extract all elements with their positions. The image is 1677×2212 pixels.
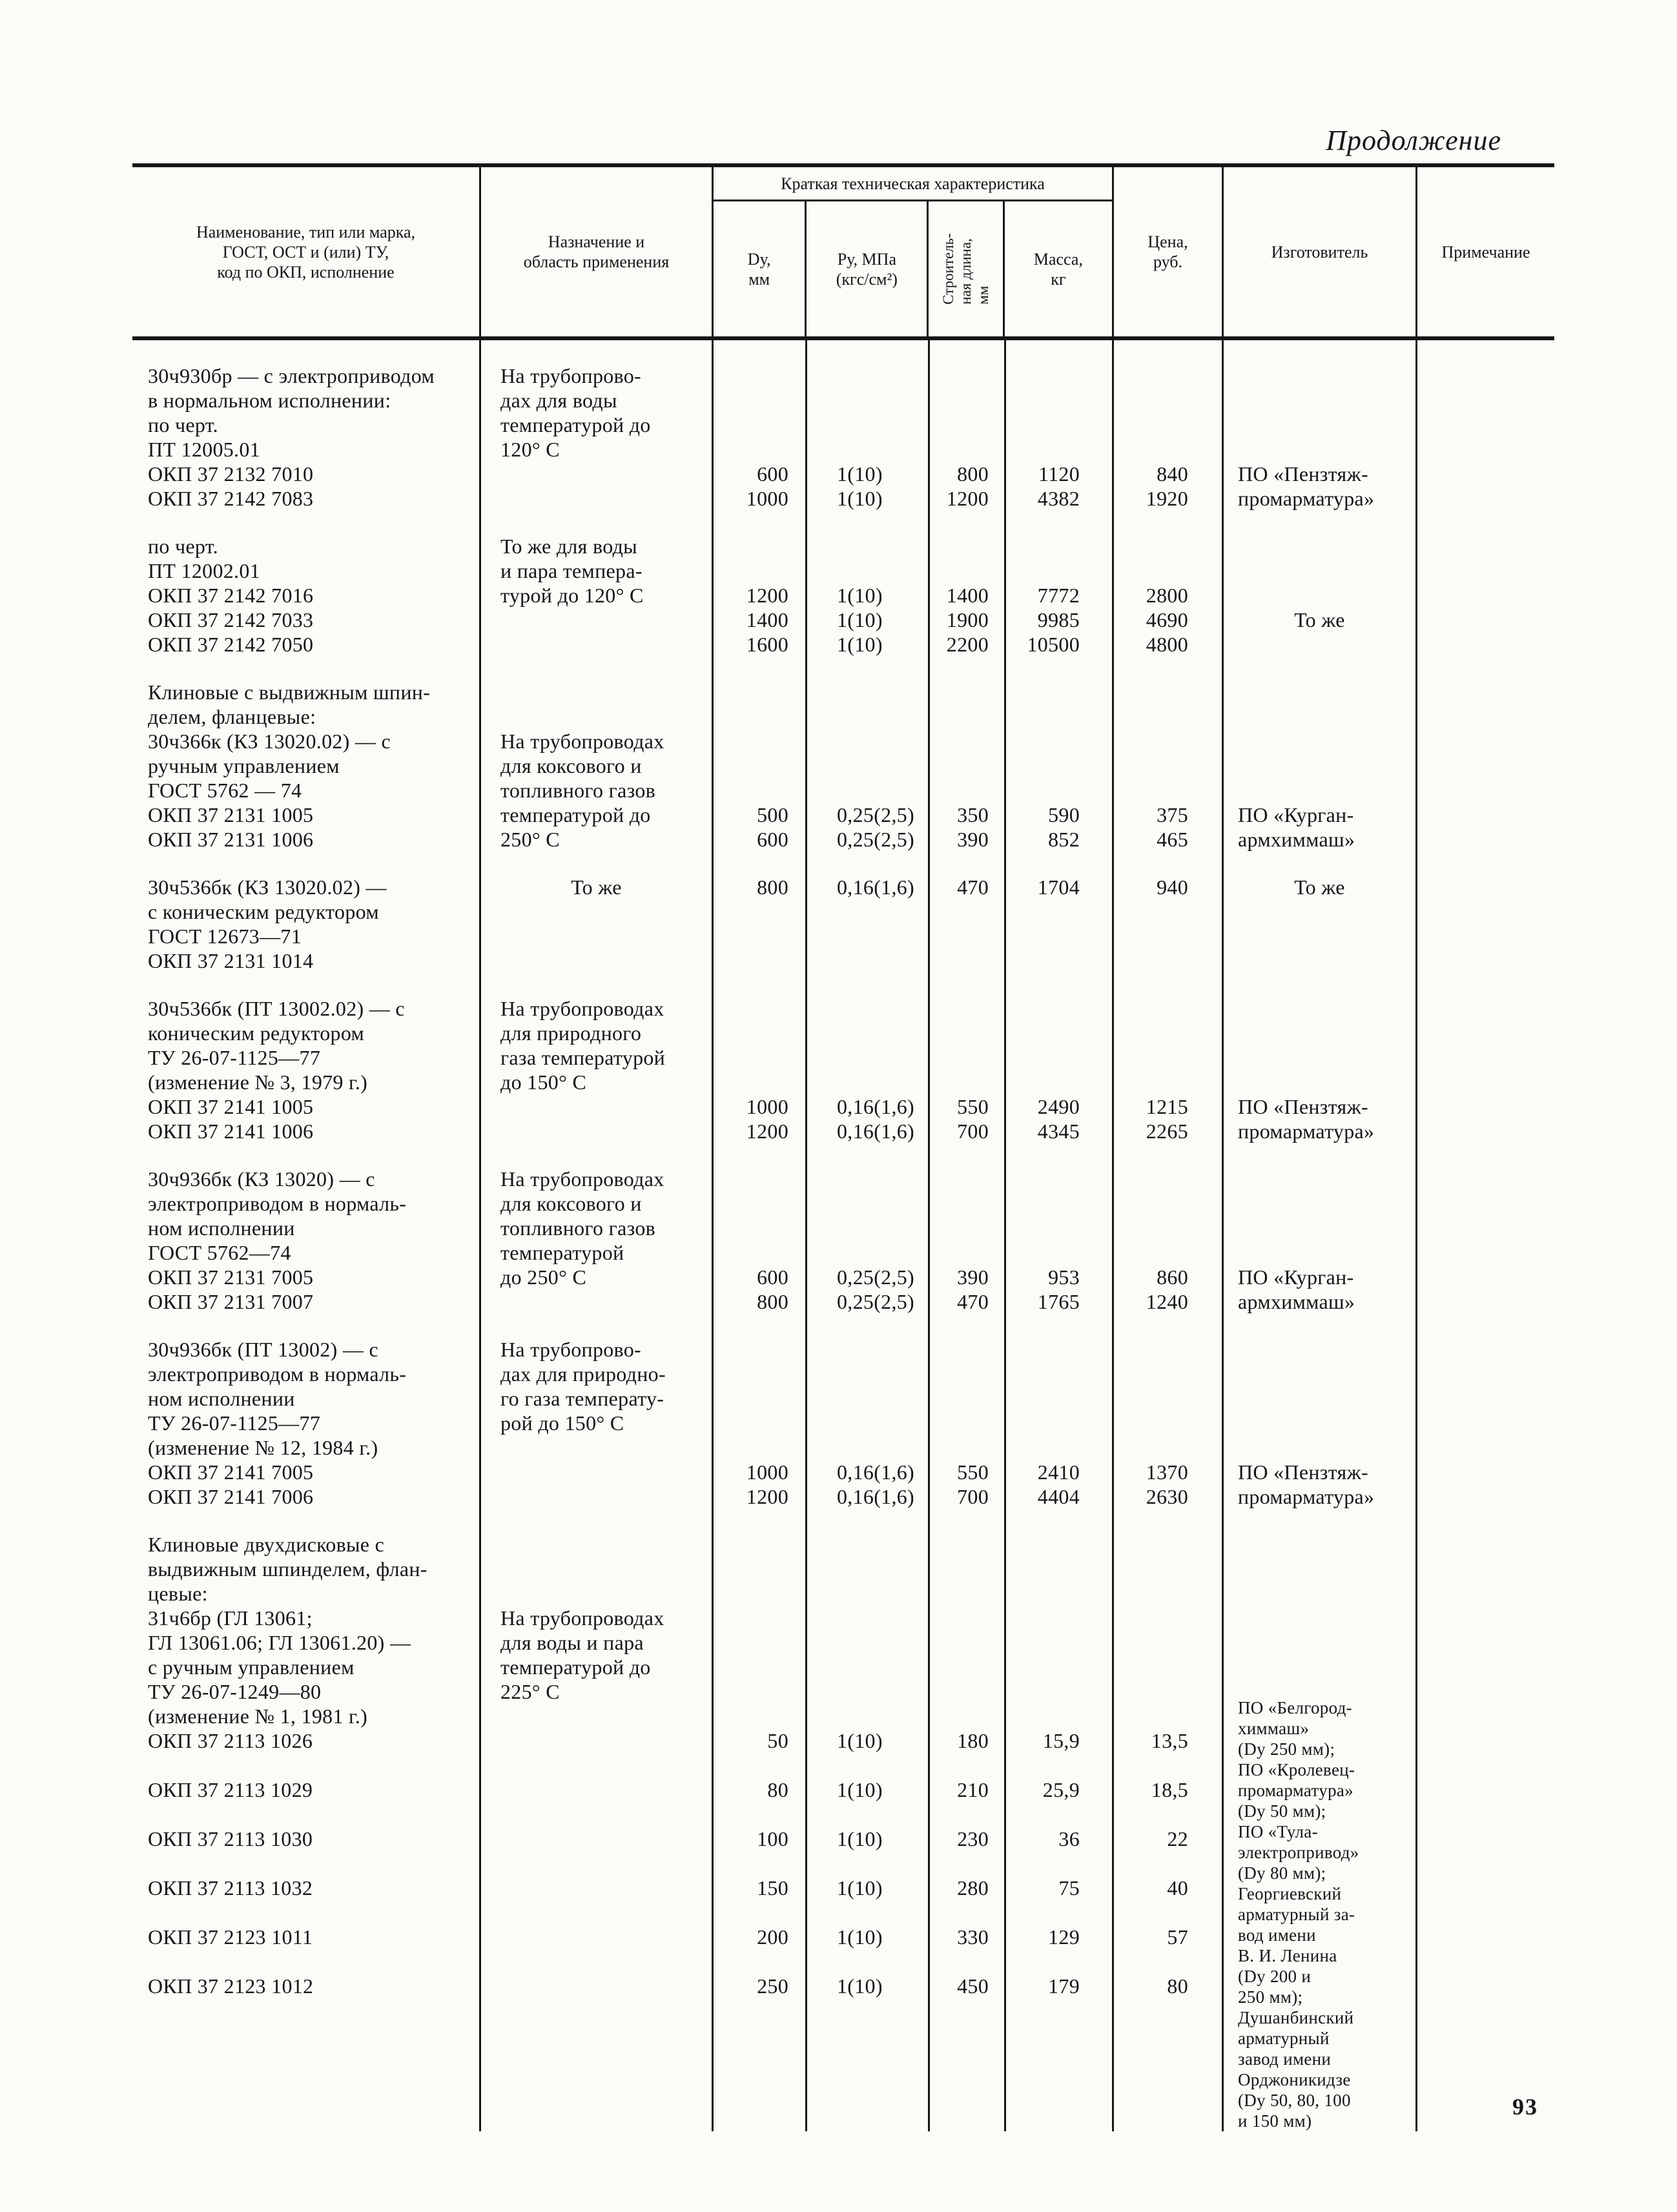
cell-purpose: На трубопроводах для воды и пара температурой до 225° С (481, 1509, 714, 2131)
table-row (132, 852, 1554, 973)
cell-mass: 953 1765 (1006, 1143, 1114, 1314)
header-mass: Масса, кг (1033, 249, 1083, 289)
cell-build-length: 550 700 (930, 973, 1006, 1143)
header-maker-label: Изготовитель (1271, 242, 1368, 261)
header-maker (1224, 167, 1417, 336)
cell-maker: ПО «Пензтяж- промарматура» (1224, 1314, 1417, 1509)
header-note (1417, 167, 1554, 336)
cell-py: 1(10) 1(10) 1(10) (807, 511, 930, 657)
cell-purpose: То же (481, 852, 714, 973)
cell-name: 30ч930бр — с электроприводом в нормальном исполнении: по черт. ПТ 12005.01 ОКП 37 2132 7010 ОКП 37 2142 7083 (132, 340, 481, 511)
cell-py: 0,25(2,5) 0,25(2,5) (807, 1143, 930, 1314)
header-note-label: Примечание (1441, 242, 1530, 261)
cell-dy: 600 1000 (714, 340, 807, 511)
table-row (132, 1314, 1554, 1509)
cell-purpose: На трубопроводах для коксового и топливного газов температурой до 250° С (481, 1143, 714, 1314)
header-tech-span: Краткая техническая характеристика (714, 167, 1112, 201)
header-py: Pу, МПа (кгс/см²) (807, 201, 929, 336)
cell-maker: ПО «Курган- армхиммаш» (1224, 657, 1417, 852)
catalog-table (132, 163, 1554, 2131)
cell-note (1417, 340, 1554, 511)
cell-maker: ПО «Пензтяж- промарматура» (1224, 973, 1417, 1143)
table-body (132, 340, 1554, 2131)
cell-price: 13,5 18,5 22 40 57 80 (1114, 1509, 1224, 2131)
cell-name: Клиновые двухдисковые с выдвижным шпинделем, флан- цевые: 31ч6бр (ГЛ 13061; ГЛ 13061.06; ГЛ 13061.20) — с ручным управлением ТУ 26-07-1249—80 (изменение № 1, 1981 г.) ОКП 37 2113 1026 ОКП 37 2113 1029 ОКП 37 2113 1030 ОКП 37 2113 1032 ОКП 37 2123 1011 ОКП 37 2123 1012 (132, 1509, 481, 2131)
cell-note (1417, 852, 1554, 973)
header-build-length (929, 201, 1004, 336)
cell-price: 940 (1114, 852, 1224, 973)
cell-note (1417, 1314, 1554, 1509)
cell-price: 1215 2265 (1114, 973, 1224, 1143)
cell-note (1417, 511, 1554, 657)
table-row (132, 1143, 1554, 1314)
cell-py: 0,16(1,6) (807, 852, 930, 973)
cell-py: 1(10) 1(10) (807, 340, 930, 511)
cell-purpose: На трубопроводах для коксового и топливного газов температурой до 250° С (481, 657, 714, 852)
cell-build-length: 1400 1900 2200 (930, 511, 1006, 657)
cell-dy: 1200 1400 1600 (714, 511, 807, 657)
cell-note (1417, 1509, 1554, 2131)
cell-name: 30ч536бк (ПТ 13002.02) — с коническим редуктором ТУ 26-07-1125—77 (изменение № 3, 1979 г.) ОКП 37 2141 1005 ОКП 37 2141 1006 (132, 973, 481, 1143)
table-header (132, 163, 1554, 340)
cell-note (1417, 1143, 1554, 1314)
cell-purpose: То же для воды и пара темпера- турой до 120° С (481, 511, 714, 657)
cell-mass: 7772 9985 10500 (1006, 511, 1114, 657)
cell-maker: ПО «Пензтяж- промарматура» (1224, 340, 1417, 511)
cell-dy: 500 600 (714, 657, 807, 852)
cell-price: 2800 4690 4800 (1114, 511, 1224, 657)
cell-purpose: На трубопроводах для природного газа температурой до 150° С (481, 973, 714, 1143)
table-row (132, 657, 1554, 852)
cell-name: Клиновые с выдвижным шпин- делем, фланцевые: 30ч366к (КЗ 13020.02) — с ручным управлением ГОСТ 5762 — 74 ОКП 37 2131 1005 ОКП 37 2131 1006 (132, 657, 481, 852)
cell-dy: 1000 1200 (714, 973, 807, 1143)
cell-note (1417, 657, 1554, 852)
cell-build-length: 800 1200 (930, 340, 1006, 511)
cell-mass: 2490 4345 (1006, 973, 1114, 1143)
cell-maker: ПО «Белгород- химмаш» (Dу 250 мм); ПО «Кролевец- промарматура» (Dу 50 мм); ПО «Тула- электропривод» (Dу 80 мм); Георгиевский арматурный за- вод имени В. И. Ленина (Dу 200 и 250 мм); Душанбинский арматурный завод имени Орджоникидзе (Dу 50, 80, 100 и 150 мм) (1224, 1509, 1417, 2131)
cell-name: 30ч936бк (ПТ 13002) — с электроприводом в нормаль- ном исполнении ТУ 26-07-1125—77 (изменение № 12, 1984 г.) ОКП 37 2141 7005 ОКП 37 2141 7006 (132, 1314, 481, 1509)
cell-name: 30ч536бк (КЗ 13020.02) — с коническим редуктором ГОСТ 12673—71 ОКП 37 2131 1014 (132, 852, 481, 973)
cell-build-length: 470 (930, 852, 1006, 973)
header-price: Цена, руб. (1114, 167, 1224, 336)
continuation-label: Продолжение (1326, 125, 1501, 156)
header-dy: Dу, мм (714, 201, 807, 336)
header-tech-group (714, 167, 1114, 336)
cell-mass: 2410 4404 (1006, 1314, 1114, 1509)
header-build-length-rotated: Строитель- ная длина, мм (940, 233, 992, 305)
cell-build-length: 550 700 (930, 1314, 1006, 1509)
cell-purpose: На трубопрово- дах для природно- го газа температу- рой до 150° С (481, 1314, 714, 1509)
cell-mass: 590 852 (1006, 657, 1114, 852)
table-row (132, 511, 1554, 657)
cell-dy: 600 800 (714, 1143, 807, 1314)
cell-price: 860 1240 (1114, 1143, 1224, 1314)
cell-mass: 1120 4382 (1006, 340, 1114, 511)
cell-name: по черт. ПТ 12002.01 ОКП 37 2142 7016 ОКП 37 2142 7033 ОКП 37 2142 7050 (132, 511, 481, 657)
cell-note (1417, 973, 1554, 1143)
cell-dy: 800 (714, 852, 807, 973)
cell-py: 0,25(2,5) 0,25(2,5) (807, 657, 930, 852)
header-purpose: Назначение и область применения (481, 167, 714, 336)
table-row (132, 340, 1554, 511)
cell-dy: 50 80 100 150 200 250 (714, 1509, 807, 2131)
cell-py: 1(10) 1(10) 1(10) 1(10) 1(10) 1(10) (807, 1509, 930, 2131)
table-row (132, 973, 1554, 1143)
cell-py: 0,16(1,6) 0,16(1,6) (807, 973, 930, 1143)
cell-build-length: 180 210 230 280 330 450 (930, 1509, 1006, 2131)
cell-dy: 1000 1200 (714, 1314, 807, 1509)
cell-maker: То же (1224, 852, 1417, 973)
cell-maker: ПО «Курган- армхиммаш» (1224, 1143, 1417, 1314)
cell-name: 30ч936бк (КЗ 13020) — с электроприводом в нормаль- ном исполнении ГОСТ 5762—74 ОКП 37 2131 7005 ОКП 37 2131 7007 (132, 1143, 481, 1314)
table-row (132, 1509, 1554, 2131)
cell-purpose: На трубопрово- дах для воды температурой до 120° С (481, 340, 714, 511)
cell-py: 0,16(1,6) 0,16(1,6) (807, 1314, 930, 1509)
cell-mass: 1704 (1006, 852, 1114, 973)
header-name: Наименование, тип или марка, ГОСТ, ОСТ и (или) ТУ, код по ОКП, исполнение (132, 167, 481, 336)
cell-price: 375 465 (1114, 657, 1224, 852)
cell-build-length: 350 390 (930, 657, 1006, 852)
cell-maker: То же (1224, 511, 1417, 657)
page-number: 93 (1512, 2094, 1538, 2120)
cell-price: 1370 2630 (1114, 1314, 1224, 1509)
cell-build-length: 390 470 (930, 1143, 1006, 1314)
cell-price: 840 1920 (1114, 340, 1224, 511)
cell-mass: 15,9 25,9 36 75 129 179 (1006, 1509, 1114, 2131)
